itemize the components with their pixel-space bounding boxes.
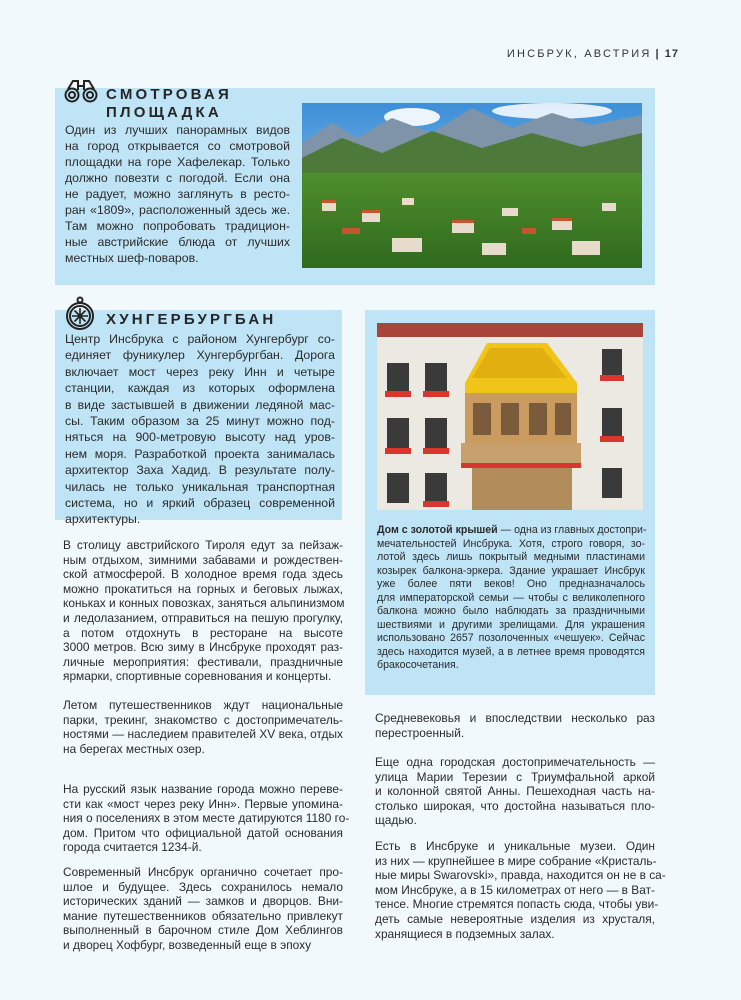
text-line: Современный Инсбрук органично сочетает про- — [63, 865, 343, 879]
text-line: дом. Притом что официальной датой основания — [63, 825, 343, 840]
text-line: балкона можно было наблюдать за праздничными — [377, 605, 645, 617]
text-line: а потом отдохнуть в ресторане на высоте — [63, 625, 343, 640]
text-line: чилась не только уникальная транспортная — [65, 479, 335, 494]
text-line: включает мост через реку Инн и четыре — [65, 364, 335, 379]
text-line: ской атмосферой. В холодное время года здесь — [63, 567, 343, 582]
text-line: личные мероприятия: фестивали, праздничные — [63, 654, 343, 669]
running-header — [507, 48, 679, 60]
caption-rest — [377, 538, 645, 673]
text-line: ным отдыхом, зимними забавами и рождествен- — [63, 552, 343, 567]
left-paragraph-1 — [63, 538, 343, 684]
right-paragraph-1 — [375, 711, 655, 740]
section-title: ИНСБРУК, АВСТРИЯ — [506, 48, 652, 60]
caption-bold-term: Дом с золотой крышей — [377, 524, 498, 536]
viewpoint-title — [106, 86, 232, 122]
text-line: система, но и яркий образец современной — [65, 496, 335, 511]
text-line: архитектуры. — [65, 512, 141, 527]
text-line: для императорской семьи — чтобы с великолепного — [377, 591, 645, 604]
text-line: Летом путешественников ждут национальные — [63, 698, 343, 712]
text-line: можно прокатиться на горных и беговых лыжах, — [63, 581, 343, 596]
text-line: ярмарки, спортивные соревнования и концерты. — [63, 669, 332, 684]
text-line: лотой здесь лишь покрытый медными пластинами — [377, 551, 645, 563]
text-line: и дворец Хофбург, возведенный еще в эпоху — [63, 937, 312, 952]
text-line: мечательностей Инсбрука. Хотя, строго говоря, зо- — [377, 537, 645, 550]
text-line: коньках и конных повозках, заняться альпинизмом — [63, 596, 345, 611]
title-line: СМОТРОВАЯ — [106, 86, 232, 103]
right-paragraph-3 — [375, 839, 666, 941]
text-line: сы. Таким образом за 25 минут можно под- — [65, 414, 335, 429]
text-line: архитектор Заха Хадид. В результате полу- — [65, 463, 335, 478]
text-line: Центр Инсбрука с районом Хунгербург со- — [65, 332, 335, 346]
hungerburg-text — [65, 331, 335, 528]
text-line: хранящиеся в подземных залах. — [375, 926, 555, 941]
text-line: Там можно попробовать традицион- — [65, 219, 290, 233]
text-line: Есть в Инсбруке и уникальные музеи. Один — [375, 839, 655, 853]
text-line: Еще одна городская достопримечательность — — [375, 755, 655, 769]
text-line: сти как «мост через реку Инн». Первые упомина- — [63, 796, 343, 811]
text-line: единяет фуникулер Хунгербургбан. Дорога — [65, 348, 335, 363]
compass-icon — [64, 296, 96, 332]
text-line: мом Инсбруке, а в 15 километрах от него — в Ват- — [375, 882, 655, 897]
text-line: мание путешественников обязательно привлекут — [63, 908, 343, 923]
text-line: шествиями и другими зрелищами. Для украшения — [377, 618, 645, 631]
separator: | — [655, 48, 661, 60]
text-line: ные австрийские блюда от лучших — [65, 235, 290, 249]
text-line: нем моря. Разработкой проекта занималась — [65, 446, 335, 461]
text-line: козырек балкона-эркера. Здание украшает Инсбрук — [377, 564, 645, 577]
text-line: перестроенный. — [375, 725, 465, 740]
text-line: и колонной святой Анны. Пешеходная часть на- — [375, 784, 655, 799]
text-line: ния о поселениях в этом месте датируются 1180 го- — [63, 811, 350, 826]
text-line: уже более пяти веков! Оно предназначалось — [377, 578, 645, 590]
text-line: шлое и будущее. Здесь сохранилось немало — [63, 879, 343, 894]
text-line: и ледолазанием, отправиться на пешую прогулку, — [63, 610, 343, 625]
text-line: В столицу австрийского Тироля едут за пейзаж- — [63, 538, 343, 552]
text-line: парки, трекинг, знакомство с достопримечатель- — [63, 712, 343, 727]
text-line: здесь находится музей, а в летнее время проводятся — [377, 645, 645, 658]
text-line: местных шеф-поваров. — [65, 251, 199, 265]
page-number: 17 — [664, 48, 679, 60]
left-paragraph-2 — [63, 698, 343, 756]
text-line: исторических зданий — замков и дворцов. Вни- — [63, 894, 343, 909]
text-line: ностями — наследием правителей XV века, отдых — [63, 727, 343, 742]
text-line: в виде застывшей в движении ледяной мас- — [65, 397, 335, 412]
title-line: ПЛОЩАДКА — [106, 104, 222, 121]
left-paragraph-3 — [63, 782, 350, 855]
text-line: деть самые невероятные изделия из хрусталя, — [375, 911, 655, 926]
binoculars-icon — [64, 78, 98, 104]
text-line: 3000 метров. Всю зиму в Инсбруке проходят раз- — [63, 640, 343, 655]
right-paragraph-2 — [375, 755, 655, 828]
text-line: города считается 1234-й. — [63, 840, 202, 855]
text-line: площадки на горе Хафелекар. Только — [65, 155, 290, 169]
text-line: столько широкая, что достойна называться пло- — [375, 798, 655, 813]
text-line: тенсе. Многие стремятся попасть сюда, чтобы уви- — [375, 897, 659, 912]
text-line: Средневековья и впоследствии несколько раз — [375, 711, 655, 725]
text-line: няться на 900-метровую высоту над уров- — [65, 430, 335, 445]
text-line: выполненный в барочном стиле Дом Хеблингов — [63, 923, 343, 938]
text-line: улица Марии Терезии с Триумфальной аркой — [375, 769, 655, 784]
viewpoint-text — [65, 122, 290, 266]
text-line: использовано 2657 позолоченных «чешуек». Сейчас — [377, 632, 645, 644]
golden-roof-caption — [377, 524, 645, 673]
text-line: ные миры Swarovski», правда, находится он не в са- — [375, 868, 666, 883]
left-paragraph-4 — [63, 865, 343, 953]
text-line: из них — крупнейшее в мире собрание «Кристаль- — [375, 853, 657, 868]
text-line: бракосочетания. — [377, 659, 459, 671]
text-line — [377, 524, 645, 538]
text-line: станции, каждая из которых оформлена — [65, 381, 335, 396]
text-line: на город открывается со смотровой — [65, 139, 290, 153]
innsbruck-panorama-photo — [302, 103, 642, 268]
text-line: ран «1809», расположенный здесь же. — [65, 203, 290, 217]
hungerburg-title: ХУНГЕРБУРГБАН — [106, 311, 277, 328]
text-line: не радует, можно заглянуть в ресто- — [65, 187, 290, 201]
golden-roof-photo — [377, 323, 643, 510]
text-line: Один из лучших панорамных видов — [65, 123, 290, 137]
text-fragment: — одна из главных достопри- — [497, 524, 647, 536]
text-line: щадью. — [375, 813, 417, 828]
text-line: должно повезти с погодой. Если она — [65, 171, 290, 185]
text-line: на берегах местных озер. — [63, 741, 205, 756]
text-line: На русский язык название города можно переве- — [63, 782, 343, 796]
